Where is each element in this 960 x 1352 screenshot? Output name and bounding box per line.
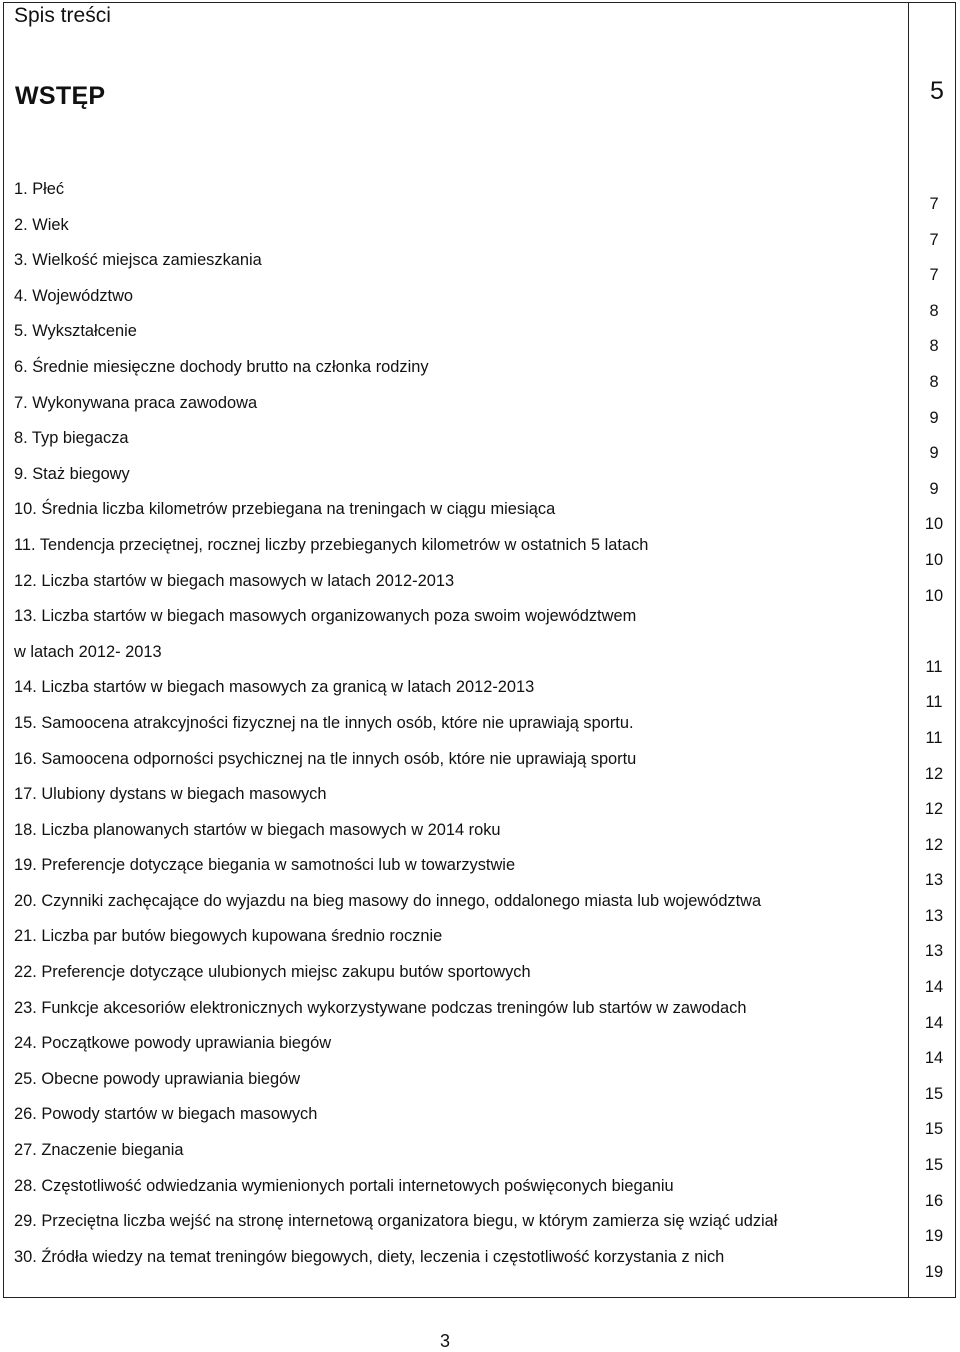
toc-page-number: 11 — [925, 728, 943, 747]
toc-page-number — [910, 614, 958, 650]
toc-entry[interactable]: 26. Powody startów w biegach masowych — [14, 1105, 318, 1124]
toc-page-number: 12 — [924, 800, 944, 819]
toc-page-number: 14 — [924, 978, 944, 997]
toc-page-number: 11 — [925, 657, 943, 676]
toc-entry[interactable]: 16. Samoocena odporności psychicznej na tle innych osób, które nie uprawiają sportu — [14, 749, 637, 768]
toc-entry[interactable]: 4. Województwo — [14, 286, 134, 305]
toc-entry[interactable]: 19. Preferencje dotyczące biegania w samotności lub w towarzystwie — [14, 856, 516, 875]
toc-entry[interactable]: 20. Czynniki zachęcające do wyjazdu na bieg masowy do innego, oddalonego miasta lub województwa — [14, 891, 762, 910]
toc-entry[interactable]: 24. Początkowe powody uprawiania biegów — [14, 1034, 332, 1053]
toc-entry[interactable]: 18. Liczba planowanych startów w biegach masowych w 2014 roku — [14, 820, 501, 839]
toc-page-number: 10 — [924, 550, 944, 569]
toc-entry[interactable]: 12. Liczba startów w biegach masowych w latach 2012-2013 — [14, 571, 455, 590]
toc-entry[interactable]: 14. Liczba startów w biegach masowych za granicą w latach 2012-2013 — [14, 678, 535, 697]
toc-page-numbers — [910, 187, 958, 1290]
toc-page-number: 7 — [929, 266, 939, 285]
toc-page-number: 16 — [924, 1191, 944, 1210]
toc-page-number: 7 — [929, 195, 939, 213]
toc-page-number: 19 — [924, 1262, 944, 1281]
toc-entry[interactable]: w latach 2012- 2013 — [14, 642, 162, 661]
toc-entry[interactable]: 5. Wykształcenie — [14, 322, 137, 341]
toc-page-number: 10 — [924, 586, 944, 605]
toc-entry[interactable]: 17. Ulubiony dystans w biegach masowych — [14, 785, 327, 804]
toc-title: Spis treści — [14, 4, 111, 27]
toc-entries — [14, 172, 777, 1275]
column-divider — [908, 2, 909, 1298]
toc-page-number: 14 — [924, 1049, 944, 1068]
toc-entry[interactable]: 22. Preferencje dotyczące ulubionych miejsc zakupu butów sportowych — [14, 963, 531, 982]
toc-page-number: 14 — [924, 1013, 944, 1032]
toc-page-number: 15 — [924, 1084, 944, 1103]
toc-entry[interactable]: 15. Samoocena atrakcyjności fizycznej na tle innych osób, które nie uprawiają sportu. — [14, 713, 634, 732]
toc-entry[interactable]: 21. Liczba par butów biegowych kupowana średnio rocznie — [14, 927, 443, 946]
toc-page-number: 11 — [925, 693, 943, 712]
toc-entry[interactable]: 23. Funkcje akcesoriów elektronicznych wykorzystywane podczas treningów lub startów w zawodach — [14, 998, 747, 1017]
toc-page-number: 8 — [929, 337, 939, 356]
toc-page-number: 15 — [924, 1156, 944, 1175]
toc-intro-link[interactable]: WSTĘP — [15, 82, 106, 110]
toc-page-number: 15 — [924, 1120, 944, 1139]
toc-page-number: 13 — [924, 906, 944, 925]
toc-page-number: 12 — [924, 835, 944, 854]
toc-entry[interactable]: 2. Wiek — [14, 215, 69, 234]
toc-entry[interactable]: 11. Tendencja przeciętnej, rocznej liczby przebieganych kilometrów w ostatnich 5 latach — [14, 535, 649, 554]
toc-entry[interactable]: 30. Źródła wiedzy na temat treningów biegowych, diety, leczenia i częstotliwość korzystania z nich — [14, 1247, 725, 1266]
toc-page-number: 19 — [924, 1227, 944, 1246]
toc-page-number: 13 — [924, 871, 944, 890]
toc-page-number: 8 — [929, 372, 939, 391]
toc-entry[interactable]: 6. Średnie miesięczne dochody brutto na członka rodziny — [14, 357, 429, 376]
toc-page-number: 9 — [929, 444, 939, 463]
toc-entry[interactable]: 29. Przeciętna liczba wejść na stronę internetową organizatora biegu, w którym zamierza się wziąć udział — [14, 1212, 778, 1231]
toc-intro-page: 5 — [930, 77, 944, 105]
toc-page-number: 7 — [929, 230, 939, 249]
toc-entry[interactable]: 25. Obecne powody uprawiania biegów — [14, 1069, 301, 1088]
toc-entry[interactable]: 1. Płeć — [14, 180, 65, 198]
toc-entry[interactable]: 7. Wykonywana praca zawodowa — [14, 393, 258, 412]
toc-page-number: 12 — [924, 764, 944, 783]
toc-entry[interactable]: 8. Typ biegacza — [14, 429, 129, 448]
page-number: 3 — [439, 1331, 450, 1351]
toc-page-number: 13 — [924, 942, 944, 961]
toc-entry[interactable]: 13. Liczba startów w biegach masowych organizowanych poza swoim województwem — [14, 607, 637, 626]
toc-entry[interactable]: 28. Częstotliwość odwiedzania wymienionych portali internetowych poświęconych bieganiu — [14, 1176, 674, 1195]
toc-page-number: 9 — [929, 479, 939, 498]
toc-entry[interactable]: 10. Średnia liczba kilometrów przebiegana na treningach w ciągu miesiąca — [14, 500, 556, 519]
toc-entry[interactable]: 3. Wielkość miejsca zamieszkania — [14, 251, 262, 270]
toc-page-number: 8 — [929, 301, 939, 320]
toc-page-number: 9 — [929, 408, 939, 427]
toc-entry[interactable]: 9. Staż biegowy — [14, 464, 130, 483]
toc-entry[interactable]: 27. Znaczenie biegania — [14, 1141, 184, 1160]
toc-page-number: 10 — [924, 515, 944, 534]
